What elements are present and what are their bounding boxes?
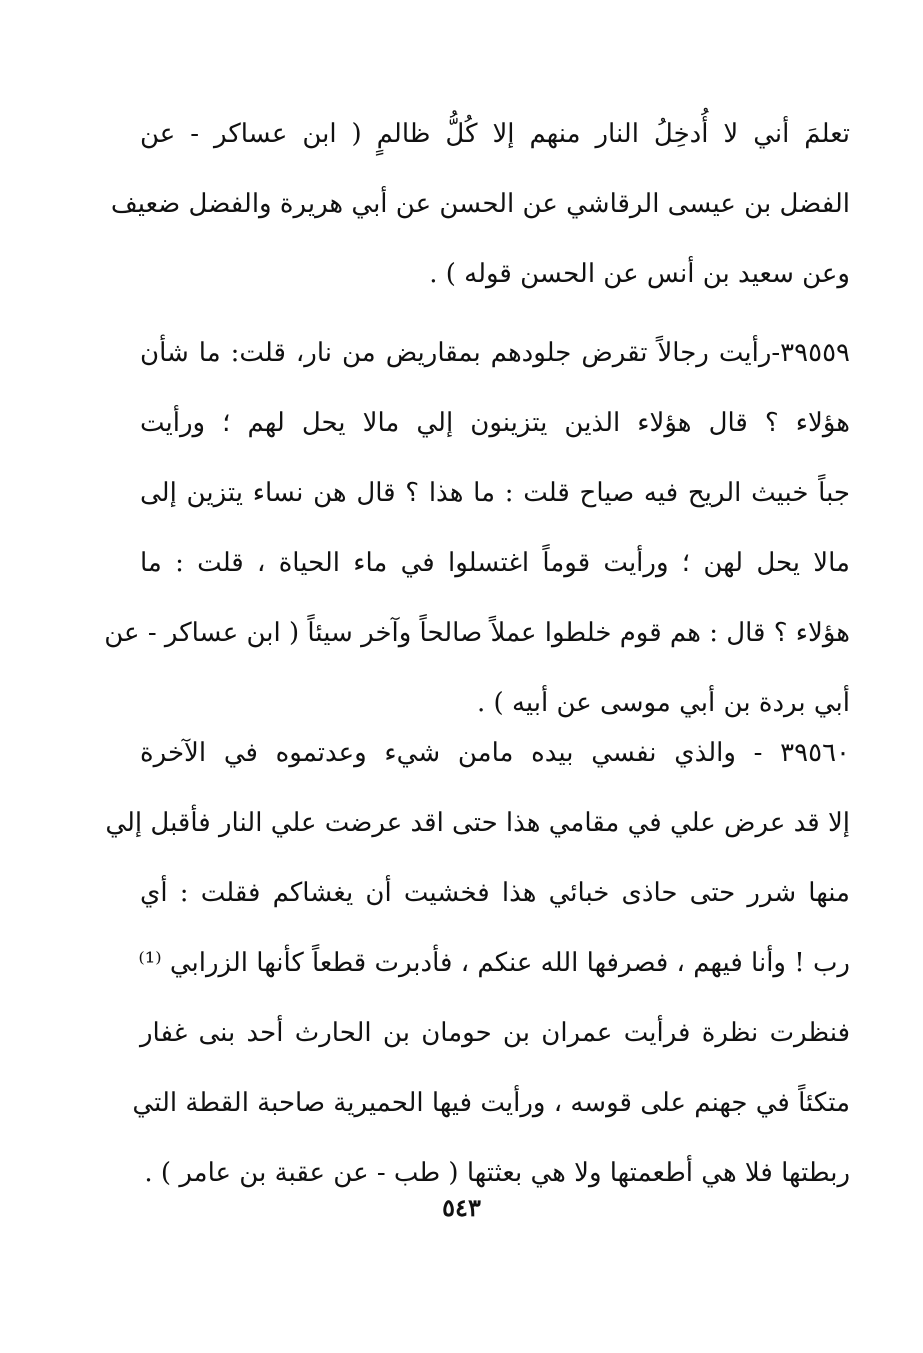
text-line: ٣٩٥٦٠ - والذي نفسي بيده مامن شيء وعدتموه في الآخرة (140, 738, 850, 768)
text-line: أبي بردة بن أبي موسى عن أبيه ) . (477, 688, 850, 718)
text-line: مالا يحل لهن ؛ ورأيت قوماً اغتسلوا في ماء الحياة ، قلت : ما (140, 548, 850, 578)
text-line: رب ! وأنا فيهم ، فصرفها الله عنكم ، فأدبرت قطعاً كأنها الزرابي ⁽¹⁾ (138, 948, 850, 978)
text-line: إلا قد عرض علي في مقامي هذا حتى اقد عرضت علي النار فأقبل إلي (105, 808, 850, 838)
text-line: هؤلاء ؟ قال : هم قوم خلطوا عملاً صالحاً وآخر سيئاً ( ابن عساكر - عن (104, 618, 850, 648)
text-line: منها شرر حتى حاذى خبائي هذا فخشيت أن يغشاكم فقلت : أي (140, 878, 850, 908)
text-line: متكئاً في جهنم على قوسه ، ورأيت فيها الحميرية صاحبة القطة التي (132, 1088, 850, 1118)
hadith-39560 (105, 718, 850, 1208)
paragraph-continuation (110, 99, 850, 309)
text-line: ربطتها فلا هي أطعمتها ولا هي بعثتها ( طب - عن عقبة بن عامر ) . (144, 1158, 850, 1188)
text-line: جباً خبيث الريح فيه صياح قلت : ما هذا ؟ قال هن نساء يتزين إلى (140, 478, 850, 508)
text-line: تعلمَ أني لا أُدخِلُ النار منهم إلا كُلُّ ظالمٍ ( ابن عساكر - عن (140, 119, 850, 149)
text-line: ٣٩٥٥٩-رأيت رجالاً تقرض جلودهم بمقاريض من نار، قلت: ما شأن (140, 338, 850, 368)
page-number: ٥٤٣ (442, 1193, 481, 1222)
text-line: الفضل بن عيسى الرقاشي عن الحسن عن أبي هريرة والفضل ضعيف (110, 189, 850, 219)
text-line: فنظرت نظرة فرأيت عمران بن حومان بن الحارث أحد بنى غفار (140, 1018, 850, 1048)
text-line: هؤلاء ؟ قال هؤلاء الذين يتزينون إلي مالا يحل لهم ؛ ورأيت (140, 408, 850, 438)
text-line: وعن سعيد بن أنس عن الحسن قوله ) . (429, 259, 850, 289)
hadith-39559 (104, 318, 850, 738)
